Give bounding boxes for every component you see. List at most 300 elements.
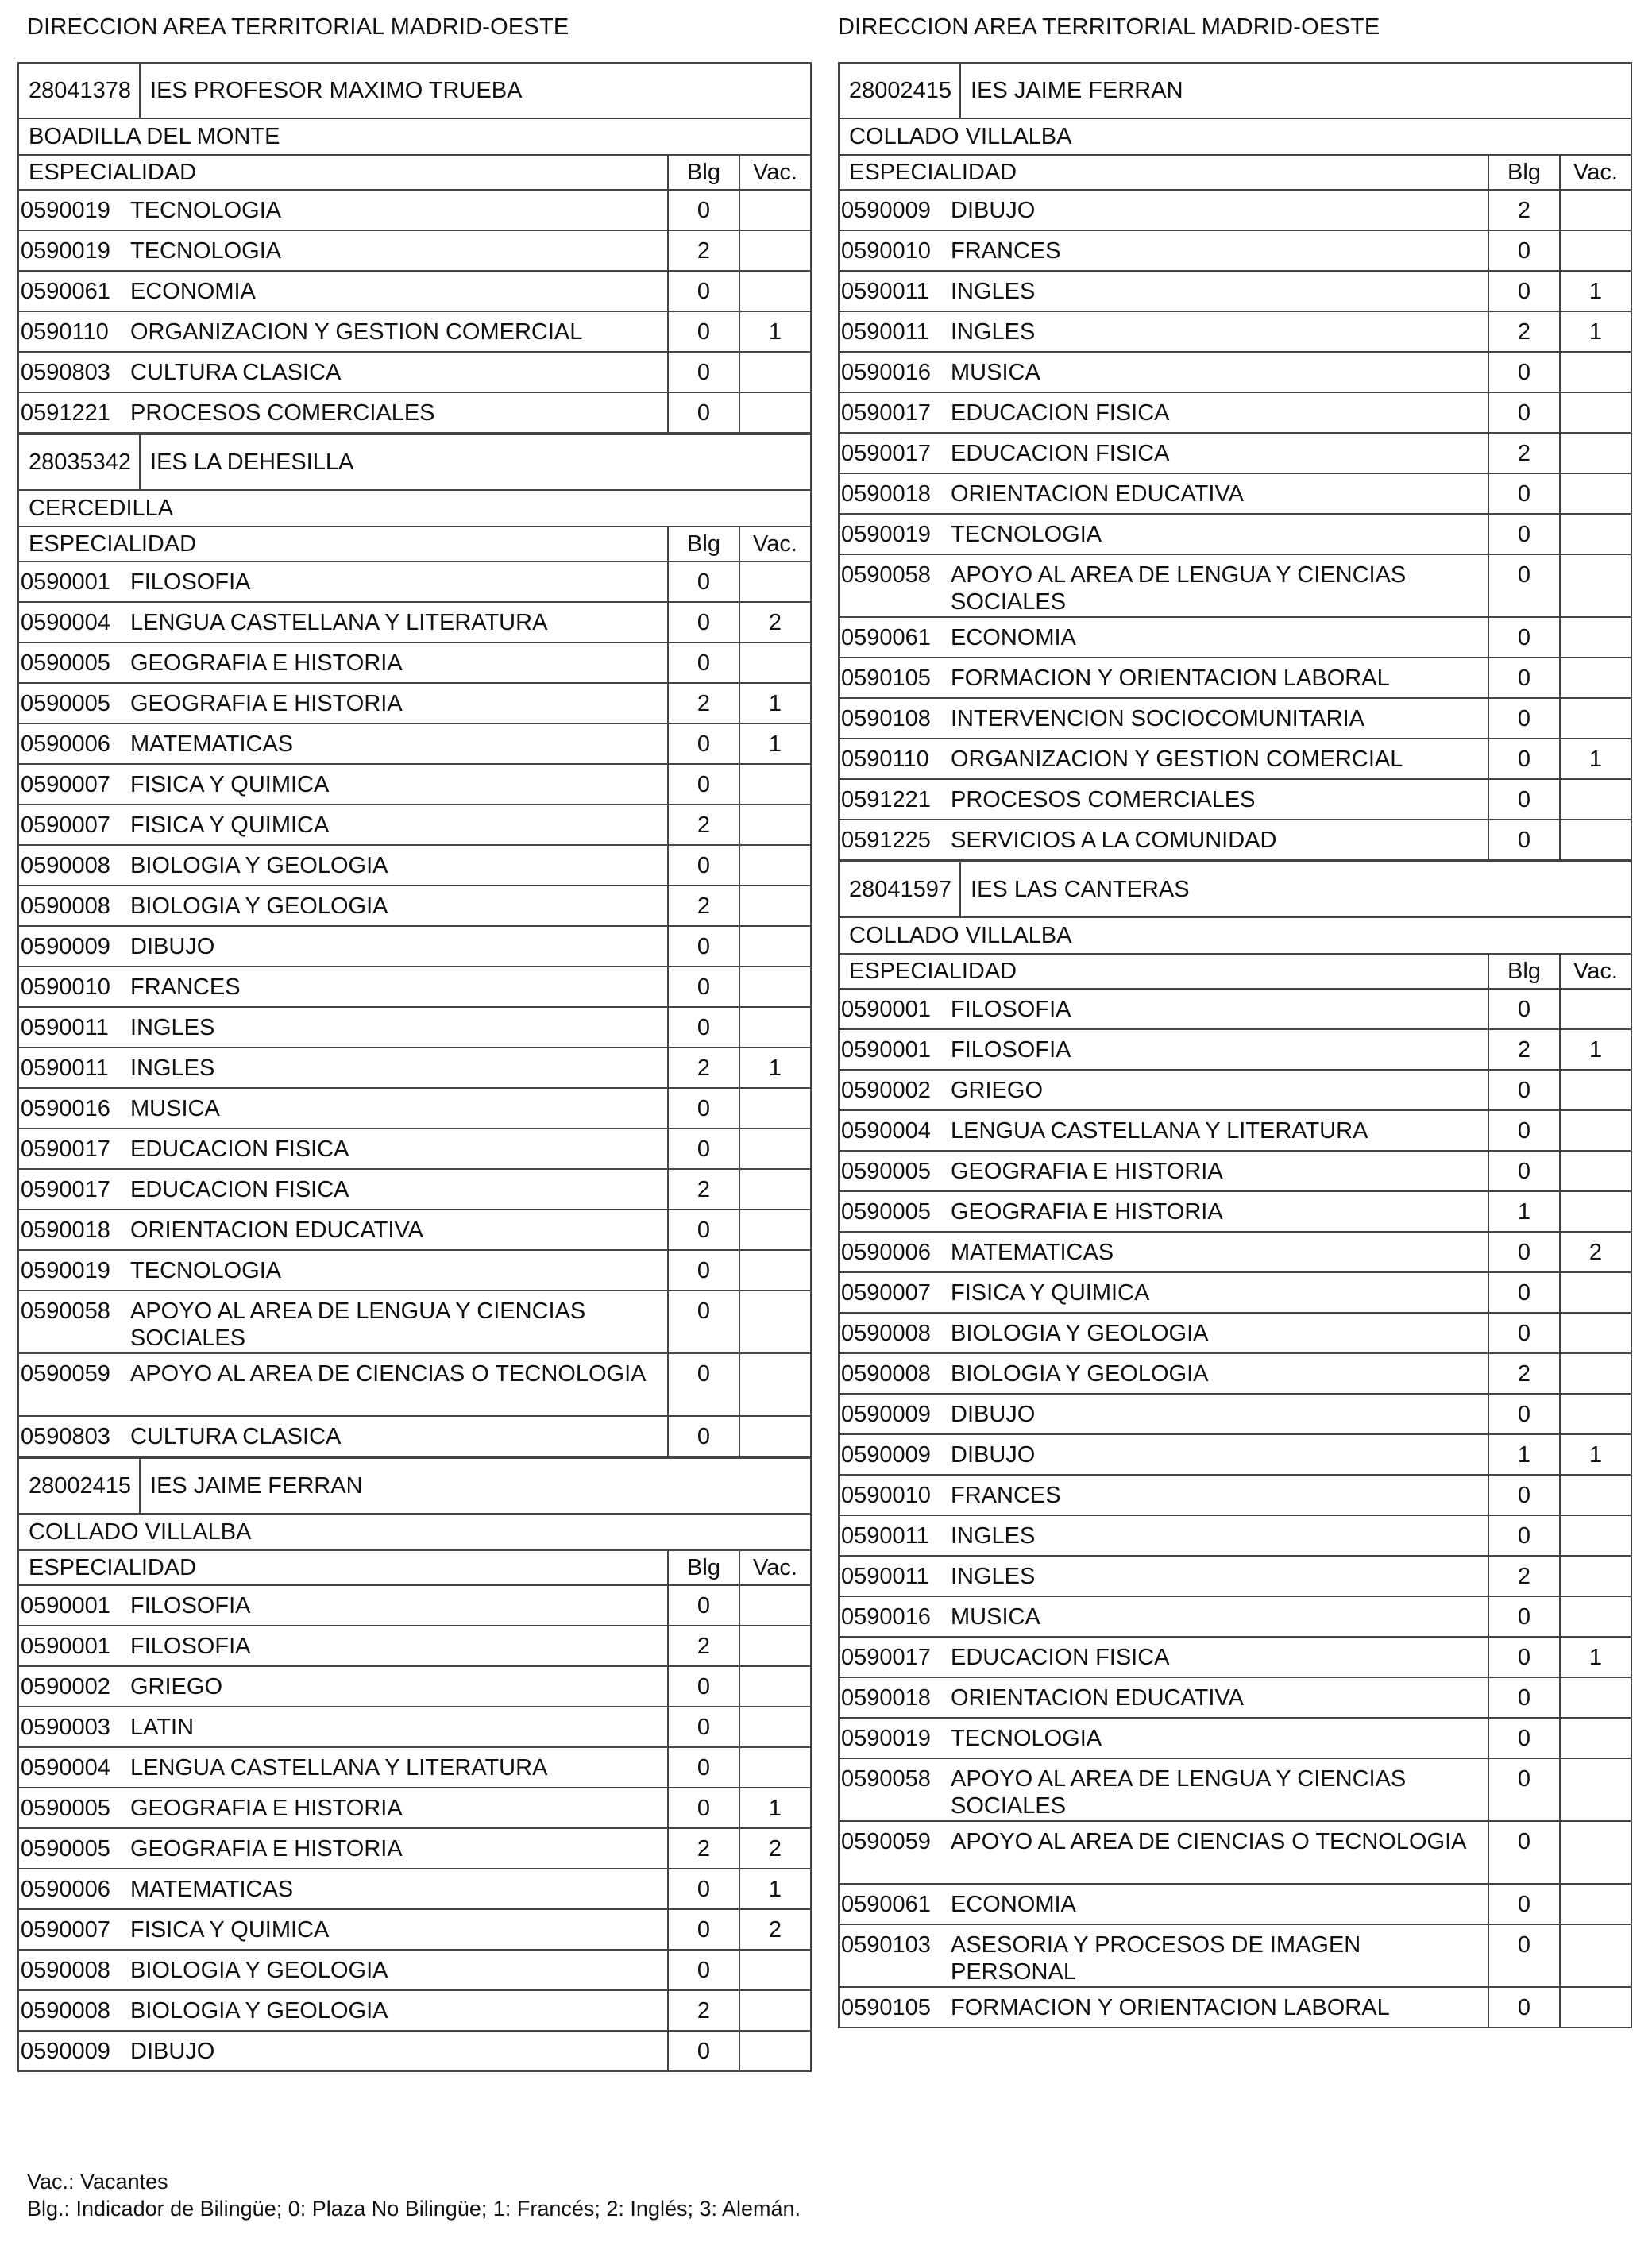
especialidad-code: 0590011 (21, 1055, 109, 1081)
blg-cell: 0 (669, 643, 740, 682)
blg-cell: 0 (1489, 1152, 1561, 1190)
especialidad-code: 0590006 (21, 731, 110, 757)
especialidad-code: 0590006 (841, 1240, 931, 1265)
especialidad-code: 0591221 (841, 787, 931, 812)
blg-cell: 0 (1489, 1516, 1561, 1555)
header-vac: Vac. (753, 531, 797, 557)
especialidad-name: GEOGRAFIA E HISTORIA (130, 650, 403, 676)
especialidad-cell (840, 739, 1489, 778)
especialidad-name: GEOGRAFIA E HISTORIA (951, 1199, 1223, 1225)
vac-cell: 1 (768, 1796, 782, 1821)
especialidad-name: GRIEGO (951, 1078, 1044, 1103)
especialidad-name: INGLES (130, 1055, 215, 1081)
table-row (17, 1170, 812, 1210)
footer-vac-legend: Vac.: Vacantes (27, 2170, 168, 2194)
blg-cell: 0 (1489, 1719, 1561, 1758)
vac-cell (1561, 1192, 1631, 1231)
especialidad-name: LENGUA CASTELLANA Y LITERATURA (130, 1755, 548, 1781)
vac-cell (740, 886, 810, 925)
especialidad-cell (840, 1988, 1489, 2027)
vac-cell (1561, 231, 1631, 270)
especialidad-name: LATIN (130, 1715, 195, 1740)
especialidad-name: MATEMATICAS (130, 1877, 294, 1902)
blg-cell: 0 (1489, 1111, 1561, 1150)
especialidad-name: GRIEGO (130, 1674, 223, 1700)
blg-cell: 0 (669, 927, 740, 966)
table-row (17, 1910, 812, 1951)
especialidad-name: FILOSOFIA (130, 1593, 251, 1619)
header-vac: Vac. (1573, 159, 1618, 185)
table-row (838, 1516, 1632, 1557)
especialidad-name: EDUCACION FISICA (951, 441, 1170, 466)
especialidad-cell (19, 643, 669, 682)
especialidad-name: GEOGRAFIA E HISTORIA (130, 1796, 403, 1821)
especialidad-cell (840, 1719, 1489, 1758)
especialidad-name: DIBUJO (951, 1442, 1036, 1468)
especialidad-name: MATEMATICAS (130, 731, 294, 757)
table-row (838, 780, 1632, 820)
blg-cell: 0 (669, 1008, 740, 1047)
blg-cell: 0 (669, 1707, 740, 1746)
especialidad-cell (840, 990, 1489, 1028)
blg-cell: 0 (1489, 820, 1561, 859)
especialidad-name: TECNOLOGIA (130, 198, 282, 223)
blg-cell: 2 (669, 684, 740, 723)
table-row (838, 820, 1632, 861)
especialidad-code: 0590008 (841, 1361, 931, 1387)
especialidad-name: BIOLOGIA Y GEOLOGIA (130, 1998, 388, 2024)
especialidad-name: BIOLOGIA Y GEOLOGIA (951, 1321, 1209, 1346)
especialidad-cell (840, 1273, 1489, 1312)
especialidad-code: 0590011 (841, 1523, 929, 1549)
vac-cell (740, 562, 810, 601)
vac-cell (740, 1008, 810, 1047)
blg-cell: 0 (669, 967, 740, 1006)
vac-cell (740, 1129, 810, 1168)
table-row (838, 1111, 1632, 1152)
especialidad-cell (840, 780, 1489, 819)
header-especialidad: ESPECIALIDAD (840, 955, 1489, 988)
especialidad-cell (19, 1910, 669, 1949)
vac-cell (740, 1991, 810, 2030)
vac-cell (740, 1707, 810, 1746)
especialidad-name: APOYO AL AREA DE LENGUA Y CIENCIAS SOCIALES (130, 1298, 586, 1351)
especialidad-cell (19, 1210, 669, 1249)
especialidad-code: 0590005 (21, 691, 110, 716)
table-row (838, 515, 1632, 555)
blg-cell: 0 (1489, 780, 1561, 819)
vac-cell (1561, 515, 1631, 554)
especialidad-name: EDUCACION FISICA (951, 1645, 1170, 1670)
vac-cell (1561, 1152, 1631, 1190)
vac-cell (1561, 1557, 1631, 1596)
especialidad-cell (19, 1251, 669, 1290)
vac-cell (1561, 658, 1631, 697)
vac-cell (1561, 780, 1631, 819)
table-row (17, 1008, 812, 1048)
table-row (838, 1030, 1632, 1071)
especialidad-code: 0590019 (841, 1726, 931, 1751)
blg-cell: 0 (669, 1788, 740, 1827)
especialidad-name: FORMACION Y ORIENTACION LABORAL (951, 1995, 1390, 2020)
header-blg: Blg (669, 156, 740, 189)
blg-cell: 0 (1489, 739, 1561, 778)
vac-cell (1561, 1988, 1631, 2027)
especialidad-name: GEOGRAFIA E HISTORIA (130, 1836, 403, 1862)
especialidad-cell (19, 1829, 669, 1868)
especialidad-cell (19, 684, 669, 723)
especialidad-code: 0590009 (841, 198, 931, 223)
especialidad-name: DIBUJO (130, 2039, 215, 2064)
especialidad-name: FILOSOFIA (130, 569, 251, 595)
school-locality: COLLADO VILLALBA (838, 916, 1632, 953)
school-code: 28041597 (840, 862, 961, 916)
blg-cell: 0 (1489, 1822, 1561, 1883)
blg-cell: 2 (1489, 434, 1561, 473)
especialidad-cell (19, 1788, 669, 1827)
header-vac: Vac. (753, 159, 797, 185)
vac-cell: 1 (768, 319, 782, 345)
especialidad-name: MUSICA (951, 1604, 1040, 1630)
especialidad-code: 0590016 (841, 1604, 931, 1630)
especialidad-code: 0590007 (841, 1280, 931, 1306)
especialidad-name: INGLES (951, 1523, 1036, 1549)
especialidad-code: 0590017 (841, 441, 931, 466)
especialidad-name: MATEMATICAS (951, 1240, 1114, 1265)
school-name: IES JAIME FERRAN (150, 1472, 363, 1499)
especialidad-cell (840, 1759, 1489, 1820)
vac-cell: 1 (768, 1055, 782, 1081)
especialidad-code: 0590058 (21, 1298, 110, 1324)
especialidad-cell (840, 434, 1489, 473)
blg-cell: 0 (669, 562, 740, 601)
table-row (17, 1748, 812, 1788)
vac-cell: 1 (1588, 1442, 1603, 1468)
vac-cell: 1 (1588, 1037, 1603, 1063)
table-row (17, 1788, 812, 1829)
school-header (17, 62, 812, 118)
table-row (17, 684, 812, 724)
vac-cell (740, 1291, 810, 1352)
table-row (17, 1707, 812, 1748)
school-header (17, 1457, 812, 1513)
table-row (17, 1869, 812, 1910)
especialidad-cell (19, 1417, 669, 1456)
especialidad-name: INGLES (951, 1564, 1036, 1589)
table-row (17, 1210, 812, 1251)
especialidad-code: 0590005 (841, 1199, 931, 1225)
especialidad-cell (840, 1822, 1489, 1883)
especialidad-cell (19, 191, 669, 230)
blg-cell: 0 (1489, 1395, 1561, 1433)
especialidad-cell (840, 1638, 1489, 1677)
especialidad-code: 0590005 (841, 1159, 931, 1184)
especialidad-code: 0590011 (21, 1015, 109, 1040)
blg-cell: 0 (1489, 1597, 1561, 1636)
vac-cell (1561, 820, 1631, 859)
vac-cell: 1 (1588, 279, 1603, 304)
especialidad-cell (19, 1048, 669, 1087)
especialidad-cell (19, 353, 669, 392)
vac-cell (740, 1417, 810, 1456)
table-row (838, 353, 1632, 393)
especialidad-code: 0590001 (21, 1634, 110, 1659)
especialidad-code: 0590105 (841, 1995, 931, 2020)
especialidad-name: CULTURA CLASICA (130, 360, 342, 385)
especialidad-code: 0590002 (841, 1078, 931, 1103)
vac-cell (740, 1667, 810, 1706)
especialidad-code: 0590108 (841, 706, 931, 731)
table-row (838, 1822, 1632, 1885)
vac-cell (1561, 1314, 1631, 1352)
footer-legend (27, 2168, 801, 2222)
especialidad-cell (840, 1885, 1489, 1924)
especialidad-name: GEOGRAFIA E HISTORIA (951, 1159, 1223, 1184)
blg-cell: 0 (669, 1251, 740, 1290)
especialidad-cell (840, 393, 1489, 432)
especialidad-code: 0590059 (21, 1361, 110, 1387)
blg-cell: 0 (1489, 1988, 1561, 2027)
especialidad-code: 0590059 (841, 1829, 931, 1854)
table-row (17, 2032, 812, 2072)
right-column (838, 62, 1632, 2028)
table-row (838, 1557, 1632, 1597)
table-row (838, 1597, 1632, 1638)
vac-cell (1561, 1476, 1631, 1515)
blg-cell: 0 (1489, 1233, 1561, 1271)
table-row (838, 272, 1632, 312)
vac-cell (740, 353, 810, 392)
especialidad-code: 0591225 (841, 828, 931, 853)
especialidad-name: ECONOMIA (951, 625, 1076, 650)
table-row (17, 643, 812, 684)
blg-cell: 0 (1489, 393, 1561, 432)
especialidad-code: 0590008 (21, 1958, 110, 1983)
table-row (17, 1089, 812, 1129)
table-row (17, 967, 812, 1008)
blg-cell: 0 (669, 2032, 740, 2070)
vac-cell (1561, 474, 1631, 513)
vac-cell (1561, 1925, 1631, 1986)
especialidad-code: 0590008 (841, 1321, 931, 1346)
especialidad-cell (840, 191, 1489, 230)
especialidad-name: ECONOMIA (130, 279, 256, 304)
table-header (17, 1549, 812, 1586)
especialidad-cell (19, 393, 669, 432)
especialidad-cell (19, 1089, 669, 1128)
table-row (17, 312, 812, 353)
especialidad-cell (19, 1991, 669, 2030)
especialidad-cell (840, 1030, 1489, 1069)
blg-cell: 2 (669, 1626, 740, 1665)
especialidad-name: PROCESOS COMERCIALES (951, 787, 1256, 812)
school-code: 28035342 (19, 435, 141, 489)
header-blg: Blg (669, 1551, 740, 1584)
especialidad-code: 0590005 (21, 1796, 110, 1821)
especialidad-code: 0590018 (841, 1685, 931, 1711)
school-locality: COLLADO VILLALBA (838, 118, 1632, 154)
especialidad-cell (840, 1071, 1489, 1109)
vac-cell: 1 (1588, 747, 1603, 772)
especialidad-name: ECONOMIA (951, 1892, 1076, 1917)
blg-cell: 0 (1489, 555, 1561, 616)
blg-cell: 0 (669, 603, 740, 642)
table-row (838, 1192, 1632, 1233)
header-blg: Blg (1489, 156, 1561, 189)
especialidad-cell (840, 1314, 1489, 1352)
table-row (17, 1586, 812, 1626)
table-row (17, 886, 812, 927)
vac-cell (740, 927, 810, 966)
blg-cell: 0 (669, 846, 740, 885)
especialidad-code: 0590010 (21, 974, 110, 1000)
especialidad-cell (19, 1951, 669, 1989)
especialidad-code: 0590006 (21, 1877, 110, 1902)
vac-cell (740, 765, 810, 804)
especialidad-name: FORMACION Y ORIENTACION LABORAL (951, 666, 1390, 691)
especialidad-code: 0590004 (21, 610, 110, 635)
especialidad-cell (19, 312, 669, 351)
blg-cell: 0 (669, 1354, 740, 1415)
especialidad-cell (19, 724, 669, 763)
especialidad-name: MUSICA (951, 360, 1040, 385)
vac-cell (740, 1626, 810, 1665)
school-name: IES PROFESOR MAXIMO TRUEBA (150, 77, 523, 103)
especialidad-cell (19, 967, 669, 1006)
table-row (838, 393, 1632, 434)
blg-cell: 2 (669, 1829, 740, 1868)
vac-cell (740, 967, 810, 1006)
especialidad-code: 0590019 (21, 1258, 110, 1283)
school-code: 28002415 (19, 1459, 141, 1513)
especialidad-code: 0590019 (21, 198, 110, 223)
vac-cell (740, 272, 810, 311)
table-header (838, 953, 1632, 990)
especialidad-name: BIOLOGIA Y GEOLOGIA (130, 1958, 388, 1983)
especialidad-code: 0590018 (841, 481, 931, 507)
especialidad-cell (840, 1435, 1489, 1474)
especialidad-code: 0590016 (841, 360, 931, 385)
table-row (838, 434, 1632, 474)
especialidad-cell (840, 699, 1489, 738)
table-row (838, 1152, 1632, 1192)
blg-cell: 0 (669, 1667, 740, 1706)
especialidad-cell (840, 1476, 1489, 1515)
blg-cell: 2 (669, 805, 740, 844)
vac-cell (740, 1586, 810, 1625)
especialidad-code: 0590010 (841, 1483, 931, 1508)
blg-cell: 0 (1489, 1885, 1561, 1924)
especialidad-name: FISICA Y QUIMICA (951, 1280, 1150, 1306)
blg-cell: 0 (1489, 1759, 1561, 1820)
area-title-right: DIRECCION AREA TERRITORIAL MADRID-OESTE (838, 14, 1380, 40)
especialidad-name: APOYO AL AREA DE LENGUA Y CIENCIAS SOCIALES (951, 562, 1407, 615)
blg-cell: 0 (1489, 231, 1561, 270)
vac-cell (740, 1089, 810, 1128)
blg-cell: 0 (669, 312, 740, 351)
especialidad-name: CULTURA CLASICA (130, 1424, 342, 1449)
especialidad-cell (19, 1008, 669, 1047)
vac-cell (740, 805, 810, 844)
especialidad-code: 0590002 (21, 1674, 110, 1700)
table-row (17, 272, 812, 312)
blg-cell: 0 (669, 1417, 740, 1456)
blg-cell: 0 (1489, 1314, 1561, 1352)
vac-cell (1561, 1354, 1631, 1393)
table-row (838, 1925, 1632, 1988)
especialidad-cell (840, 555, 1489, 616)
vac-cell (740, 1251, 810, 1290)
especialidad-cell (840, 474, 1489, 513)
especialidad-cell (840, 820, 1489, 859)
vac-cell (740, 1210, 810, 1249)
school-code: 28002415 (840, 64, 961, 118)
especialidad-name: BIOLOGIA Y GEOLOGIA (951, 1361, 1209, 1387)
blg-cell: 0 (1489, 272, 1561, 311)
vac-cell (740, 1354, 810, 1415)
table-row (17, 846, 812, 886)
especialidad-cell (840, 1111, 1489, 1150)
especialidad-name: APOYO AL AREA DE LENGUA Y CIENCIAS SOCIALES (951, 1766, 1407, 1819)
blg-cell: 0 (669, 1210, 740, 1249)
school-name: IES LA DEHESILLA (150, 449, 354, 475)
especialidad-code: 0590061 (841, 625, 931, 650)
vac-cell: 1 (768, 731, 782, 757)
left-column (17, 62, 812, 2072)
especialidad-cell (840, 1152, 1489, 1190)
especialidad-cell (840, 1516, 1489, 1555)
table-row (838, 1435, 1632, 1476)
blg-cell: 2 (1489, 312, 1561, 351)
especialidad-name: EDUCACION FISICA (130, 1177, 349, 1202)
table-header (17, 154, 812, 191)
especialidad-name: ASESORIA Y PROCESOS DE IMAGEN PERSONAL (951, 1932, 1361, 1985)
vac-cell (1561, 1597, 1631, 1636)
vac-cell (740, 1748, 810, 1787)
especialidad-name: ORGANIZACION Y GESTION COMERCIAL (130, 319, 583, 345)
vac-cell (740, 393, 810, 432)
table-row (17, 1048, 812, 1089)
especialidad-code: 0590009 (841, 1442, 931, 1468)
vac-cell: 2 (768, 610, 782, 635)
especialidad-code: 0591221 (21, 400, 110, 426)
table-header (838, 154, 1632, 191)
vac-cell (1561, 434, 1631, 473)
table-row (838, 1988, 1632, 2028)
especialidad-code: 0590004 (841, 1118, 931, 1144)
vac-cell (1561, 1273, 1631, 1312)
especialidad-name: FISICA Y QUIMICA (130, 1917, 330, 1943)
footer-blg-legend: Blg.: Indicador de Bilingüe; 0: Plaza No Bilingüe; 1: Francés; 2: Inglés; 3: Alemán. (27, 2197, 801, 2221)
table-row (838, 1885, 1632, 1925)
blg-cell: 0 (669, 353, 740, 392)
school-header (17, 434, 812, 489)
especialidad-cell (19, 1869, 669, 1908)
vac-cell (1561, 1071, 1631, 1109)
especialidad-name: MUSICA (130, 1096, 220, 1121)
especialidad-name: ORIENTACION EDUCATIVA (951, 481, 1244, 507)
blg-cell: 0 (669, 272, 740, 311)
table-row (838, 1395, 1632, 1435)
blg-cell: 0 (669, 1748, 740, 1787)
blg-cell: 0 (1489, 990, 1561, 1028)
table-row (17, 724, 812, 765)
header-vac: Vac. (1573, 958, 1618, 984)
especialidad-cell (19, 1748, 669, 1787)
vac-cell (740, 643, 810, 682)
especialidad-name: TECNOLOGIA (130, 1258, 282, 1283)
especialidad-cell (19, 1170, 669, 1209)
